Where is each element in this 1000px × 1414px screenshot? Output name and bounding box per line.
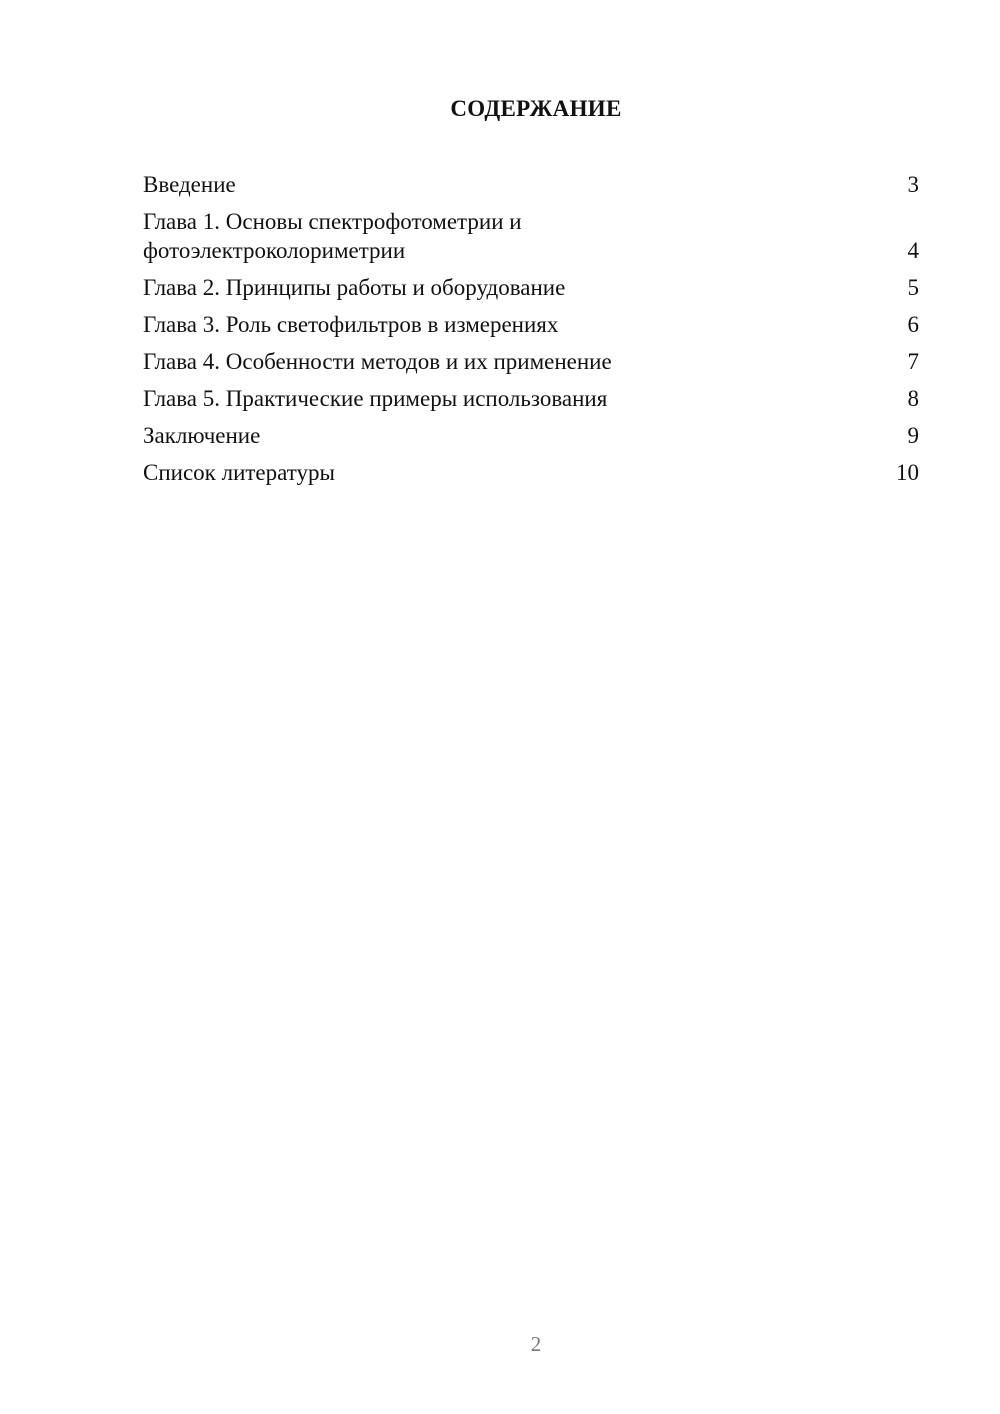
toc-entry-label: Введение [143,172,236,197]
page-number: 2 [530,1332,542,1356]
toc-entry-page-number: 3 [907,172,919,197]
toc-entry-references [143,458,919,487]
toc-entry-page-number: 9 [907,423,919,448]
toc-entry-chapter-4 [143,347,919,376]
table-of-contents [143,170,919,495]
toc-entry-conclusion [143,421,919,450]
toc-entry-introduction [143,170,919,199]
toc-entry-chapter-5 [143,384,919,413]
toc-entry-label: Глава 2. Принципы работы и оборудование [143,275,566,300]
toc-entry-label: Список литературы [143,460,335,485]
toc-entry-label: Глава 4. Особенности методов и их применение [143,349,612,374]
toc-entry-page-number: 6 [907,312,919,337]
toc-entry-label: Глава 1. Основы спектрофотометрии и фотоэлектроколориметрии [143,209,522,263]
toc-entry-label: Глава 5. Практические примеры использования [143,386,608,411]
toc-entry-chapter-1 [143,207,919,265]
toc-entry-page-number: 10 [896,460,919,485]
toc-entry-page-number: 8 [907,386,919,411]
page-title: СОДЕРЖАНИЕ [450,96,622,121]
toc-entry-chapter-3 [143,310,919,339]
toc-entry-label: Глава 3. Роль светофильтров в измерениях [143,312,559,337]
toc-entry-page-number: 4 [907,238,919,263]
toc-entry-label: Заключение [143,423,261,448]
toc-entry-chapter-2 [143,273,919,302]
toc-entry-page-number: 7 [907,349,919,374]
toc-entry-page-number: 5 [907,275,919,300]
